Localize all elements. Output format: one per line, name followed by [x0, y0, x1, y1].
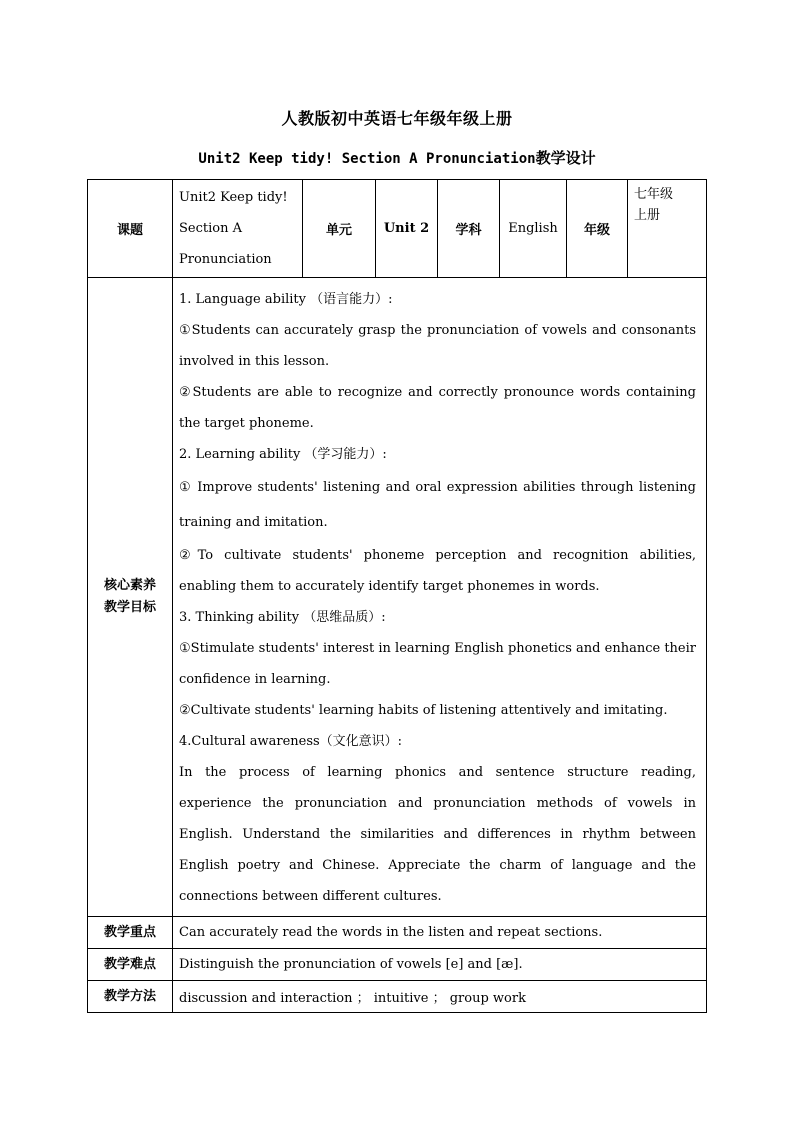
- subject-label: 学科: [438, 180, 500, 278]
- goal-item: ②Cultivate students' learning habits of listening attentively and imitating.: [179, 703, 668, 718]
- subject-value: English: [500, 180, 567, 278]
- grade-line: 七年级: [634, 187, 674, 202]
- goals-label: [88, 278, 173, 917]
- goals-content: [173, 278, 707, 917]
- goals-label-line: 核心素养: [103, 578, 156, 593]
- header-row: [88, 180, 707, 278]
- topic-line: Section A: [179, 221, 242, 236]
- methods-text: discussion and interaction ； intuitive ； group work: [173, 981, 707, 1013]
- topic-line: Pronunciation: [179, 252, 272, 267]
- goal-item: ②To cultivate students' phoneme perception and recognition abilities, enabling them to accurately identify target phonemes in words.: [179, 548, 696, 594]
- document-title: 人教版初中英语七年级年级上册: [281, 109, 513, 128]
- grade-label: 年级: [567, 180, 628, 278]
- topic-line: Unit2 Keep tidy!: [179, 190, 288, 205]
- key-points-text: Can accurately read the words in the listen and repeat sections.: [173, 917, 707, 949]
- difficulties-text: Distinguish the pronunciation of vowels [e] and [æ].: [173, 949, 707, 981]
- goal-heading: 2. Learning ability （学习能力）:: [179, 447, 387, 462]
- grade-value: [628, 180, 707, 278]
- goals-label-line: 教学目标: [103, 600, 156, 615]
- goal-item: ①Students can accurately grasp the pronunciation of vowels and consonants involved in this lesson.: [179, 323, 696, 369]
- goal-heading: 3. Thinking ability （思维品质）:: [179, 610, 386, 625]
- key-points-label: 教学重点: [88, 917, 173, 949]
- unit-label: 单元: [303, 180, 376, 278]
- topic-label: 课题: [88, 180, 173, 278]
- topic-value: [173, 180, 303, 278]
- grade-line: 上册: [634, 208, 661, 223]
- methods-row: [88, 981, 707, 1013]
- goal-heading: 1. Language ability （语言能力）:: [179, 292, 393, 307]
- goal-heading: 4.Cultural awareness（文化意识）:: [179, 734, 403, 749]
- subtitle-chinese: 教学设计: [535, 149, 596, 167]
- document-subtitle: [0, 147, 794, 168]
- goal-item: ① Improve students' listening and oral expression abilities through listening training and imitation.: [179, 480, 696, 530]
- goal-item: ②Students are able to recognize and correctly pronounce words containing the target phoneme.: [179, 385, 696, 431]
- difficulties-label: 教学难点: [88, 949, 173, 981]
- methods-label: 教学方法: [88, 981, 173, 1013]
- goal-item: ①Stimulate students' interest in learning English phonetics and enhance their confidence in learning.: [179, 641, 696, 687]
- goals-row: [88, 278, 707, 917]
- lesson-plan-table: [87, 179, 707, 1013]
- subtitle-english: Unit2 Keep tidy! Section A Pronunciation: [198, 151, 536, 167]
- key-points-row: [88, 917, 707, 949]
- goal-item: In the process of learning phonics and sentence structure reading, experience the pronunciation and pronunciation methods of vowels in English. Understand the similarities and differences in rhythm between English poetry and Chinese. Appreciate the charm of language and the connections between different cultures.: [179, 765, 696, 904]
- unit-value: Unit 2: [376, 180, 438, 278]
- difficulties-row: [88, 949, 707, 981]
